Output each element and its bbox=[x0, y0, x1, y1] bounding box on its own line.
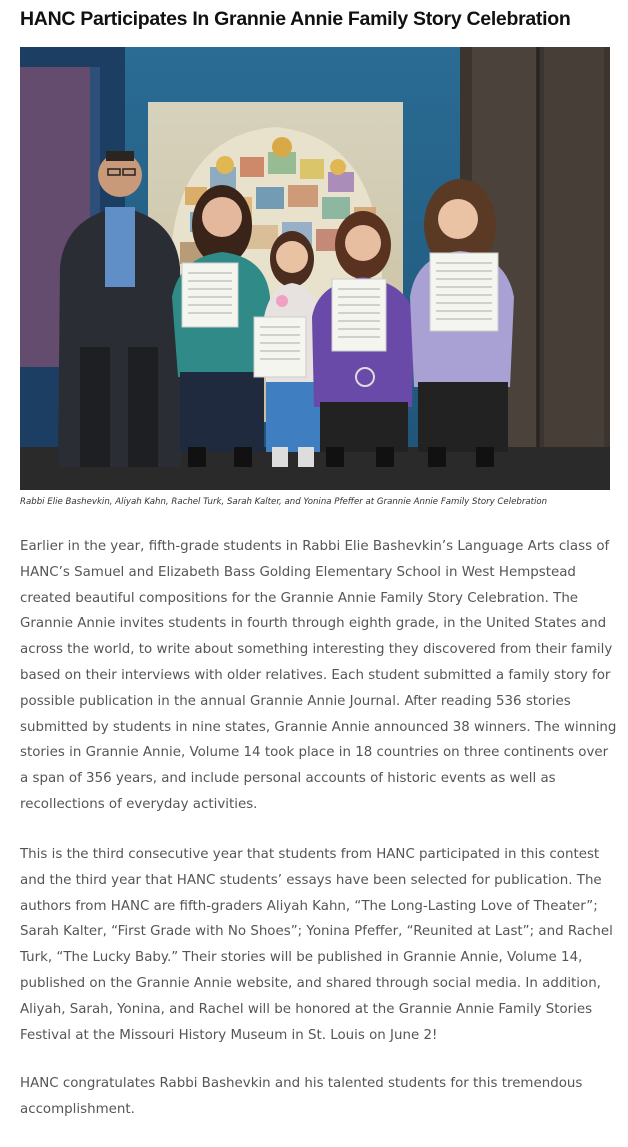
photo-caption: Rabbi Elie Bashevkin, Aliyah Kahn, Rachel Turk, Sarah Kalter, and Yonina Pfeffer at Grannie Annie Family Story Celebration bbox=[20, 497, 548, 507]
article-paragraph-3: HANC congratulates Rabbi Bashevkin and his talented students for this tremendous accomplishment. bbox=[20, 1076, 583, 1117]
article-title: HANC Participates In Grannie Annie Family Story Celebration bbox=[20, 8, 571, 30]
article-paragraph-1: Earlier in the year, fifth-grade students in Rabbi Elie Bashevkin’s Language Arts class of HANC’s Samuel and Elizabeth Bass Golding Elementary School in West Hempstead created beautiful compositions for the Grannie Annie Family Story Celebration. The Grannie Annie invites students in fourth through eighth grade, in the United States and across the world, to write about something interesting they discovered from their family based on their interviews with older relatives. Each student submitted a family story for possible publication in the annual Grannie Annie Journal. After reading 536 stories submitted by students in nine states, Grannie Annie announced 38 winners. The winning stories in Grannie Annie, Volume 14 took place in 18 countries on three continents over a span of 356 years, and include personal accounts of historic events as well as recollections of everyday activities. bbox=[20, 539, 617, 812]
article-paragraph-2: This is the third consecutive year that students from HANC participated in this contest and the third year that HANC students’ essays have been selected for publication. The authors from HANC are fifth-graders Aliyah Kahn, “The Long-Lasting Love of Theater”; Sarah Kalter, “First Grade with No Shoes”; Yonina Pfeffer, “Reunited at Last”; and Rachel Turk, “The Lucky Baby.” Their stories will be published in Grannie Annie, Volume 14, published on the Grannie Annie website, and shared through social media. In addition, Aliyah, Sarah, Yonina, and Rachel will be honored at the Grannie Annie Family Stories Festival at the Missouri History Museum in St. Louis on June 2! bbox=[20, 847, 613, 1043]
article-photo bbox=[20, 47, 610, 490]
photo-of-students-with-stories-icon bbox=[20, 47, 610, 490]
